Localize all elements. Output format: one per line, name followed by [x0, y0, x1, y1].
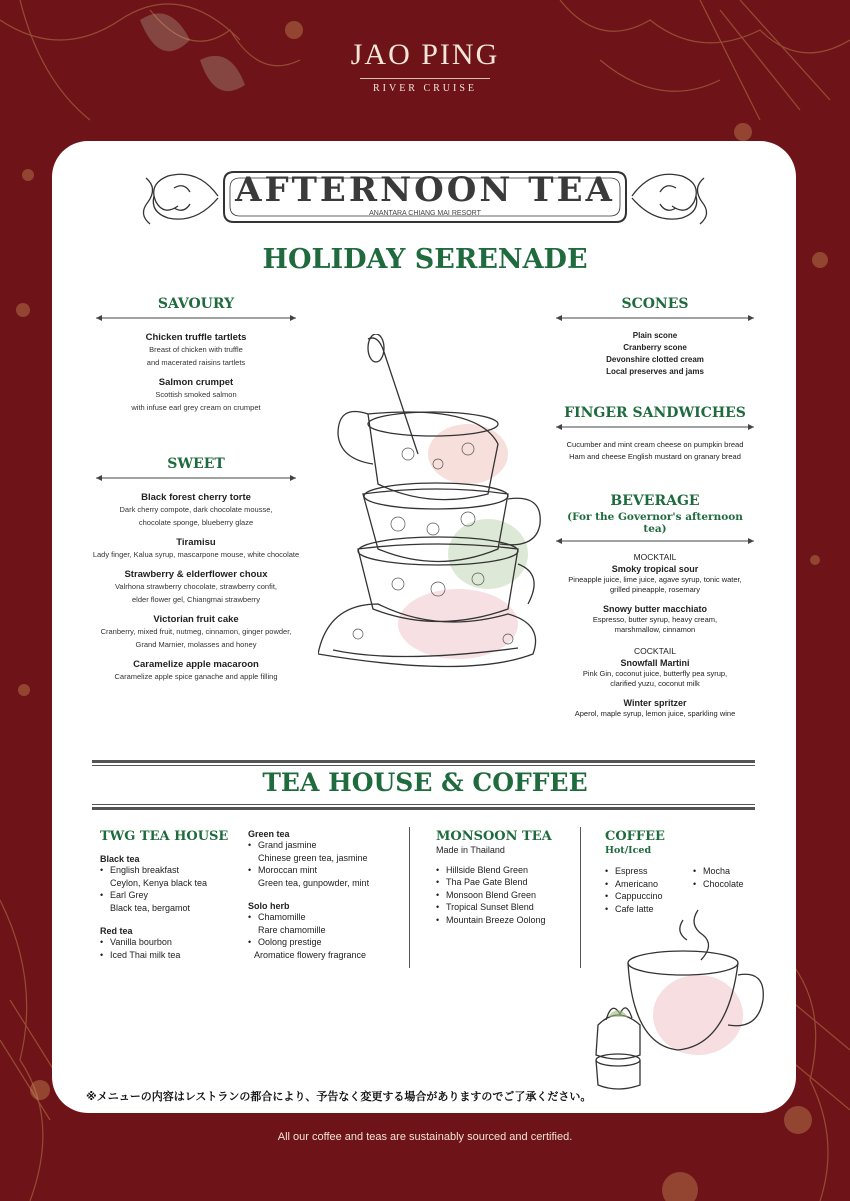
coffee-item: • Chocolate: [693, 878, 763, 891]
drink-desc: Aperol, maple syrup, lemon juice, sparkling wine: [574, 709, 736, 718]
beverage-title: BEVERAGE: [610, 493, 700, 509]
drink-name: Snowy butter macchiato: [602, 604, 708, 614]
monsoon-sub: Made in Thailand: [436, 845, 505, 855]
sweet-section: [86, 456, 306, 683]
divider-arrow-icon: [554, 535, 756, 547]
tea-desc: Rare chamomille: [258, 924, 326, 935]
menu-item-name: Chicken truffle tartlets: [145, 332, 247, 343]
divider-arrow-icon: [86, 472, 306, 484]
drink-desc: clarified yuzu, coconut milk: [610, 679, 700, 688]
menu-item-desc: and macerated raisins tartlets: [146, 358, 246, 367]
tea-item: • Iced Thai milk tea: [100, 949, 240, 962]
holiday-theme-title: HOLIDAY SERENADE: [262, 244, 588, 275]
tea-item: • English breakfast: [100, 864, 240, 877]
coffee-item: • Espress: [605, 865, 685, 878]
menu-item-name: Salmon crumpet: [158, 377, 234, 388]
menu-item-name: Victorian fruit cake: [153, 614, 239, 625]
twg-title: TWG TEA HOUSE: [100, 829, 229, 844]
page-title: AFTERNOON TEA: [235, 170, 615, 210]
drink-desc: Pineapple juice, lime juice, agave syrup, tonic water,: [568, 575, 742, 584]
tea-item: • Mountain Breeze Oolong: [436, 914, 576, 927]
stacked-teacups-illustration: [318, 334, 544, 684]
tea-item: • Hillside Blend Green: [436, 864, 576, 877]
black-tea-label: Black tea: [100, 854, 140, 864]
tea-item: • Chamomille: [248, 911, 398, 924]
column-divider: [580, 827, 581, 968]
menu-item-name: Strawberry & elderflower choux: [124, 569, 268, 580]
drink-desc: grilled pineapple, rosemary: [609, 585, 701, 594]
menu-item-name: Black forest cherry torte: [141, 492, 251, 503]
brand-subtitle: RIVER CRUISE: [372, 83, 478, 94]
coffee-item: • Americano: [605, 878, 685, 891]
scones-title: SCONES: [621, 296, 689, 312]
tea-item: • Grand jasmine: [248, 839, 398, 852]
scones-section: [554, 296, 756, 378]
divider-arrow-icon: [554, 312, 756, 324]
section-rule-bottom: [92, 807, 755, 810]
scone-item: Plain scone: [632, 331, 678, 340]
divider-arrow-icon: [554, 421, 756, 433]
tea-house-title: TEA HOUSE & COFFEE: [262, 768, 588, 797]
tea-item: • Monsoon Blend Green: [436, 889, 576, 902]
logo-divider: [360, 78, 490, 79]
menu-item-desc: Dark cherry compote, dark chocolate mousse,: [119, 505, 273, 514]
coffee-title: COFFEE: [605, 829, 665, 844]
scone-item: Local preserves and jams: [606, 367, 704, 376]
menu-item-desc: Scottish smoked salmon: [155, 390, 237, 399]
tea-desc: Green tea, gunpowder, mint: [258, 877, 370, 888]
tea-item: • Oolong prestige: [248, 936, 398, 949]
beverage-section: [554, 493, 756, 719]
menu-item-desc: with infuse earl grey cream on crumpet: [131, 403, 261, 412]
resort-subtitle: ANANTARA CHIANG MAI RESORT: [369, 210, 481, 217]
mocktail-label: MOCKTAIL: [633, 552, 677, 562]
sandwich-item: Ham and cheese English mustard on granary bread: [569, 452, 741, 461]
monsoon-tea-column: [436, 829, 576, 926]
sustainability-footer: All our coffee and teas are sustainably sourced and certified.: [277, 1131, 573, 1143]
monsoon-title: MONSOON TEA: [436, 829, 552, 844]
savoury-section: [86, 296, 306, 414]
sandwich-item: Cucumber and mint cream cheese on pumpkin bread: [566, 440, 744, 449]
tea-desc: Chinese green tea, jasmine: [258, 852, 368, 863]
twg-tea-column: [100, 829, 240, 961]
menu-item-desc: Breast of chicken with truffle: [149, 345, 243, 354]
menu-item-name: Tiramisu: [176, 537, 216, 548]
twg-tea-column-2: [248, 829, 398, 961]
menu-item-desc: Caramelize apple spice ganache and apple filling: [114, 672, 278, 681]
scone-item: Cranberry scone: [623, 343, 687, 352]
menu-item-desc: Cranberry, mixed fruit, nutmeg, cinnamon, ginger powder,: [100, 627, 292, 636]
finger-sandwiches-section: [554, 405, 756, 463]
tea-item: • Earl Grey: [100, 889, 240, 902]
savoury-title: SAVOURY: [157, 296, 235, 312]
coffee-item: • Cafe latte: [605, 903, 685, 916]
cocktail-label: COCKTAIL: [634, 646, 676, 656]
coffee-item: • Mocha: [693, 865, 763, 878]
section-rule-top-thin: [92, 765, 755, 766]
section-rule-bottom-thin: [92, 804, 755, 805]
brand-logo: [0, 38, 850, 94]
menu-item-desc: elder flower gel, Chiangmai strawberry: [132, 595, 260, 604]
solo-herb-label: Solo herb: [248, 901, 290, 911]
column-divider: [409, 827, 410, 968]
menu-item-desc: chocolate sponge, blueberry glaze: [138, 518, 254, 527]
coffee-column: [605, 829, 765, 914]
brand-name: JAO PING: [350, 38, 500, 71]
tea-desc: Black tea, bergamot: [110, 902, 191, 913]
menu-item-desc: Valrhona strawberry chocolate, strawberry confit,: [114, 582, 277, 591]
menu-item-name: Caramelize apple macaroon: [133, 659, 259, 670]
coffee-item: • Cappuccino: [605, 890, 685, 903]
tea-item: • Moroccan mint: [248, 864, 398, 877]
tea-desc: Aromatice flowery fragrance: [254, 949, 367, 960]
drink-desc: marshmallow, cinnamon: [614, 625, 696, 634]
green-tea-label: Green tea: [248, 829, 290, 839]
scone-item: Devonshire clotted cream: [606, 355, 704, 364]
tea-item: • Tha Pae Gate Blend: [436, 876, 576, 889]
left-flourish-icon: [138, 158, 222, 236]
drink-desc: Espresso, butter syrup, heavy cream,: [592, 615, 718, 624]
tea-item: • Tropical Sunset Blend: [436, 901, 576, 914]
tea-desc: Ceylon, Kenya black tea: [110, 877, 208, 888]
divider-arrow-icon: [86, 312, 306, 324]
drink-name: Winter spritzer: [623, 698, 687, 708]
coffee-cup-and-cake-illustration: [588, 905, 768, 1095]
drink-name: Smoky tropical sour: [611, 564, 699, 574]
sandwiches-title: FINGER SANDWICHES: [564, 405, 746, 421]
red-tea-label: Red tea: [100, 926, 133, 936]
menu-item-desc: Grand Marnier, molasses and honey: [135, 640, 257, 649]
right-flourish-icon: [628, 158, 712, 236]
disclaimer-note-japanese: ※メニューの内容はレストランの都合により、予告なく変更する場合がありますのでご了承ください。: [86, 1090, 592, 1103]
tea-item: • Vanilla bourbon: [100, 936, 240, 949]
beverage-subtitle: (For the Governor's afternoon tea): [567, 511, 743, 535]
section-rule-top: [92, 760, 755, 763]
sweet-title: SWEET: [167, 456, 225, 472]
menu-item-desc: Lady finger, Kalua syrup, mascarpone mouse, white chocolate: [92, 550, 300, 559]
drink-name: Snowfall Martini: [620, 658, 690, 668]
coffee-sub: Hot/Iced: [605, 845, 652, 856]
drink-desc: Pink Gin, coconut juice, butterfly pea syrup,: [582, 669, 728, 678]
